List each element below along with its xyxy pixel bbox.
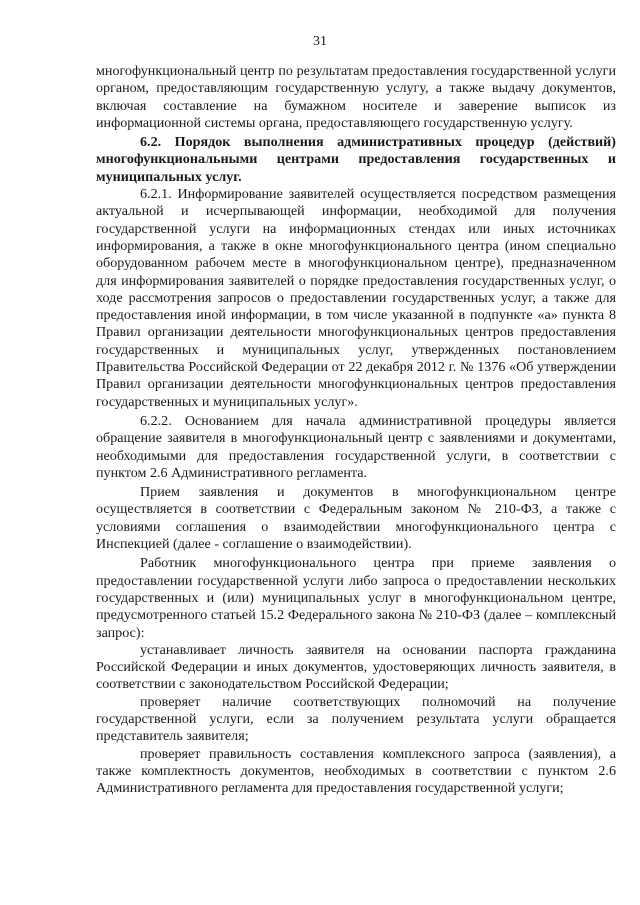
page-number: 31 <box>313 34 327 49</box>
list-item-authority: проверяет наличие соответствующих полномочий на получение государственной услуги, если за получением результата услуги обращается представитель заявителя; <box>96 693 616 745</box>
document-body <box>96 63 616 797</box>
paragraph-reception: Прием заявления и документов в многофункциональном центре осуществляется в соответствии с Федеральным законом № 210-ФЗ, а также с условиями соглашения о взаимодействии многофункционального центра с Инспекцией (далее - соглашение о взаимодействии). <box>96 484 616 553</box>
paragraph-continuation: многофункциональный центр по результатам предоставления государственной услуги органом, предоставляющим государственную услугу, а также выдачу документов, включая составление на бумажном носителе и заверение выписок из информационной системы органа, предоставляющего государственную услугу. <box>96 63 616 131</box>
list-item-identity: устанавливает личность заявителя на основании паспорта гражданина Российской Федерации и иных документов, удостоверяющих личность заявителя, в соответствии с законодательством Российской Федерации; <box>96 641 616 693</box>
list-item-completeness: проверяет правильность составления комплексного запроса (заявления), а также комплектность документов, необходимых в соответствии с пунктом 2.6 Административного регламента для предоставления государственной услуги; <box>96 745 616 797</box>
paragraph-worker: Работник многофункционального центра при приеме заявления о предоставлении государственной услуги либо запроса о предоставлении нескольких государственных и (или) муниципальных услуг в многофункциональном центре, предусмотренного статьей 15.2 Федерального закона № 210-ФЗ (далее – комплексный запрос): <box>96 555 616 641</box>
paragraph-6-2-2: 6.2.2. Основанием для начала административной процедуры является обращение заявителя в многофункциональный центр с заявлениями и документами, необходимыми для предоставления государственной услуги, в соответствии с пунктом 2.6 Административного регламента. <box>96 412 616 481</box>
section-heading-6-2: 6.2. Порядок выполнения административных процедур (действий) многофункциональными центрами предоставления государственных и муниципальных услуг. <box>96 134 616 185</box>
paragraph-6-2-1: 6.2.1. Информирование заявителей осуществляется посредством размещения актуальной и исчерпывающей информации, необходимой для получения государственной услуги на информационных стендах или иных источниках информирования, а также в окне многофункционального центра (ином специально оборудованном рабочем месте в многофункциональном центре), предназначенном для информирования заявителей о порядке предоставления государственных услуг, о ходе рассмотрения запросов о предоставлении государственных услуг, а также для предоставления иной информации, в том числе указанной в подпункте «а» пункта 8 Правил организации деятельности многофункциональных центров предоставления государственных и муниципальных услуг, утвержденных постановлением Правительства Российской Федерации от 22 декабря 2012 г. № 1376 «Об утверждении Правил организации деятельности многофункциональных центров предоставления государственных и муниципальных услуг». <box>96 186 616 410</box>
